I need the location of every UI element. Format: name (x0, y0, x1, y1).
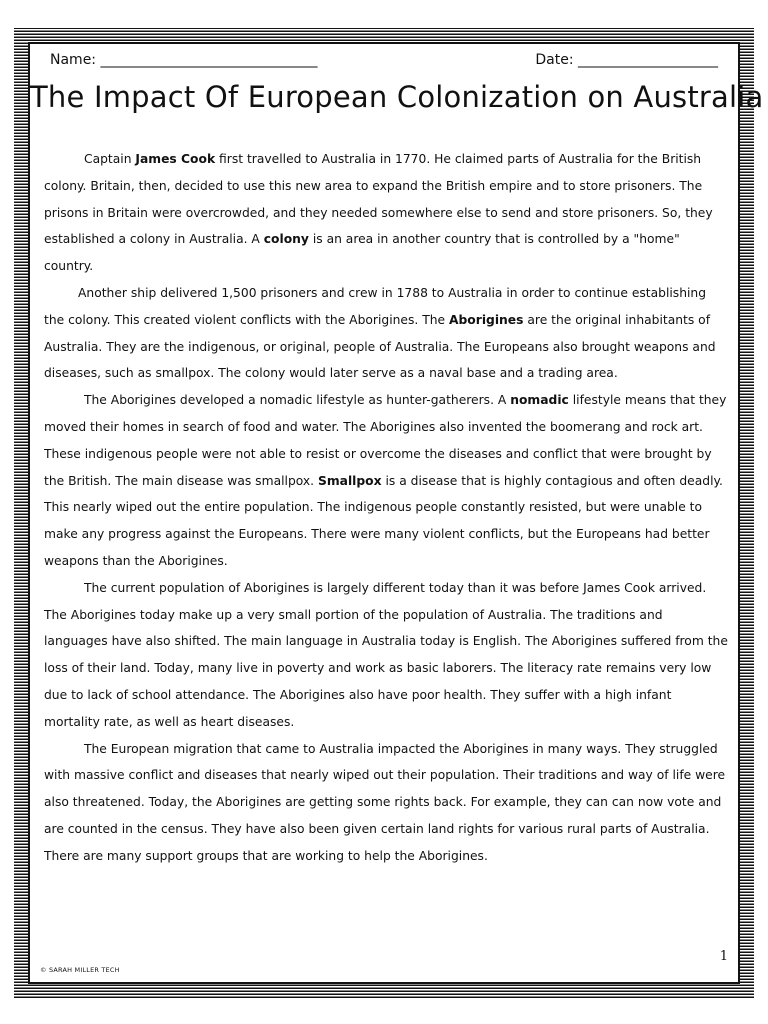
term-colony: colony (263, 232, 309, 247)
term-aborigines: Aborigines (448, 312, 524, 327)
term-james-cook: James Cook (135, 152, 216, 166)
page-border (14, 28, 764, 998)
page-title: The Impact Of European Colonization on Australia (30, 80, 764, 114)
copyright-notice: © SARAH MILLER TECH (40, 966, 120, 974)
header-row (50, 52, 718, 68)
paragraph-1: Captain James Cook first travelled to Australia in 1770. He claimed parts of Australia for the British colony. Britain, then, decided to use this new area to expand the British empire and to store prisoners. The prisons in Britain were overcrowded, and they needed somewhere else to send and store prisoners. So, they established a colony in Australia. A colony is an area in another country that is controlled by a "home" country. (44, 152, 713, 274)
term-smallpox: Smallpox (317, 473, 382, 488)
worksheet (28, 42, 764, 984)
paragraph-3: The Aborigines developed a nomadic lifestyle as hunter-gatherers. A nomadic lifestyle means that they moved their homes in search of food and water. The Aborigines also invented the boomerang and rock art. These indigenous people were not able to resist or overcome the diseases and conflict that were brought by the British. The main disease was smallpox. Smallpox is a disease that is highly contagious and often deadly. This nearly wiped out the entire population. The indigenous people constantly resisted, but were unable to make any progress against the Europeans. There were many violent conflicts, but the Europeans had better weapons than the Aborigines. (44, 393, 727, 568)
term-nomadic: nomadic (510, 393, 569, 408)
paragraph-4: The current population of Aborigines is largely different today than it was before James Cook arrived. The Aborigines today make up a very small portion of the population of Australia. The traditions and languages have also shifted. The main language in Australia today is English. The Aborigines suffered from the loss of their land. Today, many live in poverty and work as basic laborers. The literacy rate remains very low due to lack of school attendance. The Aborigines also have poor health. They suffer with a high infant mortality rate, as well as heart diseases. (44, 580, 728, 729)
name-field: Name: _______________________________ (50, 52, 318, 68)
page-number: 1 (719, 949, 728, 964)
article-body (44, 146, 728, 870)
paragraph-2: Another ship delivered 1,500 prisoners and crew in 1788 to Australia in order to continue establishing the colony. This created violent conflicts with the Aborigines. The Aborigines are the original inhabitants of Australia. They are the indigenous, or original, people of Australia. The Europeans also brought weapons and diseases, such as smallpox. The colony would later serve as a naval base and a trading area. (44, 285, 716, 381)
paragraph-5: The European migration that came to Australia impacted the Aborigines in many ways. They struggled with massive conflict and diseases that nearly wiped out their population. Their traditions and way of life were also threatened. Today, the Aborigines are getting some rights back. For example, they can can now vote and are counted in the census. They have also been given certain land rights for various rural parts of Australia. There are many support groups that are working to help the Aborigines. (44, 741, 726, 863)
date-field: Date: ____________________ (535, 52, 718, 68)
